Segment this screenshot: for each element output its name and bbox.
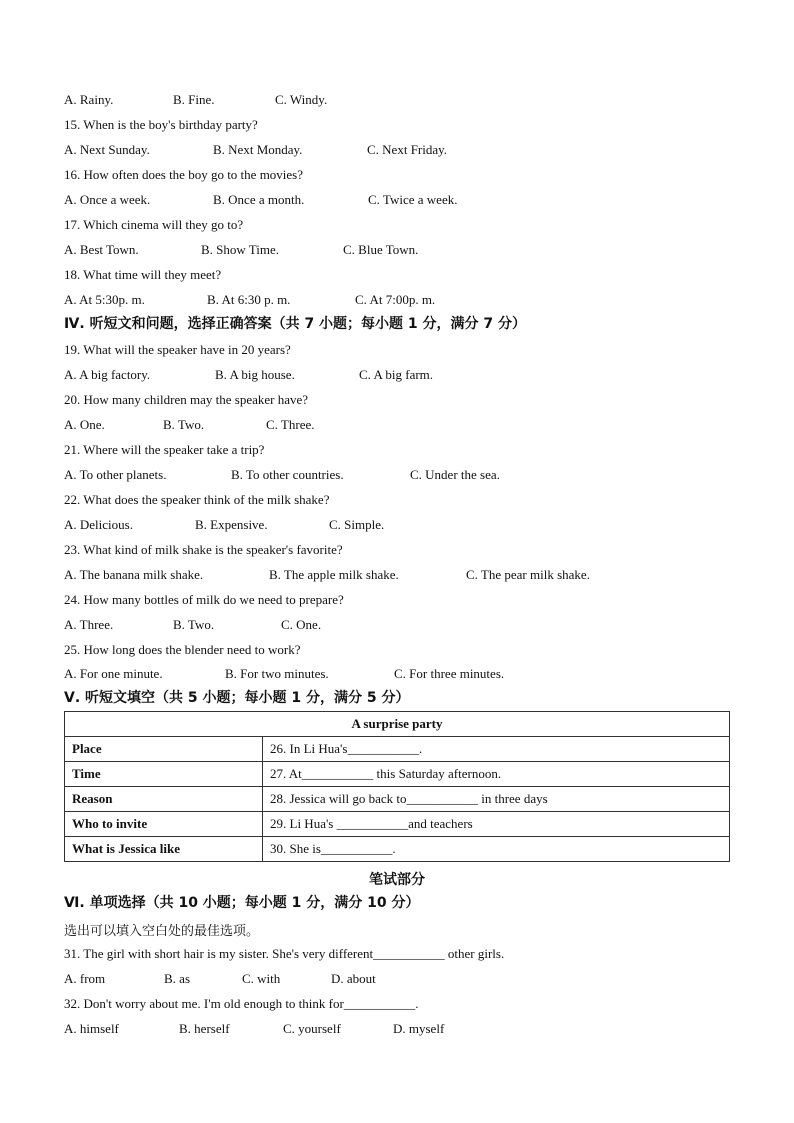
- q17-option-b: B. Show Time.: [201, 242, 280, 257]
- q32-option-b: B. herself: [179, 1021, 230, 1036]
- q24-option-b: B. Two.: [173, 617, 215, 632]
- q23-option-a: A. The banana milk shake.: [64, 567, 204, 582]
- q22-option-a: A. Delicious.: [64, 517, 133, 532]
- q23-option-b: B. The apple milk shake.: [269, 567, 399, 582]
- q17-option-c: C. Blue Town.: [343, 242, 419, 257]
- q20-option-a: A. One.: [64, 417, 105, 432]
- q21-option-b: B. To other countries.: [231, 467, 344, 482]
- table-row: [65, 787, 730, 812]
- q19-option-a: A. A big factory.: [64, 367, 151, 382]
- q31-option-d: D. about: [331, 971, 376, 986]
- table-value: 28. Jessica will go back to___________ in three days: [263, 787, 730, 812]
- section-6-heading: Ⅵ. 单项选择（共 10 小题；每小题 1 分，满分 10 分）: [64, 895, 420, 911]
- q31-stem: 31. The girl with short hair is my sister. She's very different___________ other girls.: [64, 946, 505, 961]
- q14-option-a: A. Rainy.: [64, 92, 114, 107]
- table-label: Reason: [65, 787, 263, 812]
- table-label: Place: [65, 737, 263, 762]
- q32-option-d: D. myself: [393, 1021, 445, 1036]
- q32-stem: 32. Don't worry about me. I'm old enough to think for___________.: [64, 996, 419, 1011]
- q16-option-c: C. Twice a week.: [368, 192, 458, 207]
- q17-stem: 17. Which cinema will they go to?: [64, 217, 244, 232]
- q18-stem: 18. What time will they meet?: [64, 267, 222, 282]
- q24-stem: 24. How many bottles of milk do we need to prepare?: [64, 592, 344, 607]
- q20-option-b: B. Two.: [163, 417, 205, 432]
- q20-stem: 20. How many children may the speaker have?: [64, 392, 309, 407]
- q25-option-b: B. For two minutes.: [225, 666, 329, 681]
- q19-option-c: C. A big farm.: [359, 367, 434, 382]
- q15-option-b: B. Next Monday.: [213, 142, 303, 157]
- q21-option-a: A. To other planets.: [64, 467, 167, 482]
- q21-stem: 21. Where will the speaker take a trip?: [64, 442, 265, 457]
- table-value: 30. She is___________.: [263, 837, 730, 862]
- q25-option-a: A. For one minute.: [64, 666, 163, 681]
- table-value: 26. In Li Hua's___________.: [263, 737, 730, 762]
- q15-option-a: A. Next Sunday.: [64, 142, 150, 157]
- table-row: [65, 837, 730, 862]
- table-value: 27. At___________ this Saturday afternoon.: [263, 762, 730, 787]
- table-title: A surprise party: [65, 712, 730, 737]
- table-label: Who to invite: [65, 812, 263, 837]
- fill-in-table: [64, 711, 730, 862]
- q16-option-b: B. Once a month.: [213, 192, 305, 207]
- table-row: [65, 812, 730, 837]
- q24-option-c: C. One.: [281, 617, 322, 632]
- q22-stem: 22. What does the speaker think of the milk shake?: [64, 492, 330, 507]
- q23-option-c: C. The pear milk shake.: [466, 567, 590, 582]
- table-row: [65, 762, 730, 787]
- q17-option-a: A. Best Town.: [64, 242, 139, 257]
- q16-option-a: A. Once a week.: [64, 192, 151, 207]
- q15-option-c: C. Next Friday.: [367, 142, 448, 157]
- section-5-heading: Ⅴ. 听短文填空（共 5 小题；每小题 1 分，满分 5 分）: [64, 690, 410, 706]
- section-4-heading: Ⅳ. 听短文和问题，选择正确答案（共 7 小题；每小题 1 分，满分 7 分）: [64, 316, 527, 332]
- q24-option-a: A. Three.: [64, 617, 114, 632]
- q20-option-c: C. Three.: [266, 417, 315, 432]
- section-6-instruction: 选出可以填入空白处的最佳选项。: [64, 924, 260, 939]
- q19-stem: 19. What will the speaker have in 20 years?: [64, 342, 291, 357]
- q18-option-c: C. At 7:00p. m.: [355, 292, 436, 307]
- q14-option-b: B. Fine.: [173, 92, 215, 107]
- q21-option-c: C. Under the sea.: [410, 467, 500, 482]
- q25-option-c: C. For three minutes.: [394, 666, 505, 681]
- q22-option-b: B. Expensive.: [195, 517, 268, 532]
- q19-option-b: B. A big house.: [215, 367, 295, 382]
- q14-option-c: C. Windy.: [275, 92, 328, 107]
- q18-option-a: A. At 5:30p. m.: [64, 292, 145, 307]
- q15-stem: 15. When is the boy's birthday party?: [64, 117, 258, 132]
- q25-stem: 25. How long does the blender need to work?: [64, 642, 301, 657]
- q31-option-a: A. from: [64, 971, 106, 986]
- q16-stem: 16. How often does the boy go to the movies?: [64, 167, 304, 182]
- q31-option-b: B. as: [164, 971, 190, 986]
- q18-option-b: B. At 6:30 p. m.: [207, 292, 291, 307]
- q32-option-c: C. yourself: [283, 1021, 341, 1036]
- written-part-heading: 笔试部分: [369, 872, 425, 888]
- q32-option-a: A. himself: [64, 1021, 119, 1036]
- table-label: What is Jessica like: [65, 837, 263, 862]
- table-value: 29. Li Hua's ___________and teachers: [263, 812, 730, 837]
- table-header-row: [65, 712, 730, 737]
- q22-option-c: C. Simple.: [329, 517, 385, 532]
- table-label: Time: [65, 762, 263, 787]
- table-row: [65, 737, 730, 762]
- q31-option-c: C. with: [242, 971, 281, 986]
- q23-stem: 23. What kind of milk shake is the speaker's favorite?: [64, 542, 343, 557]
